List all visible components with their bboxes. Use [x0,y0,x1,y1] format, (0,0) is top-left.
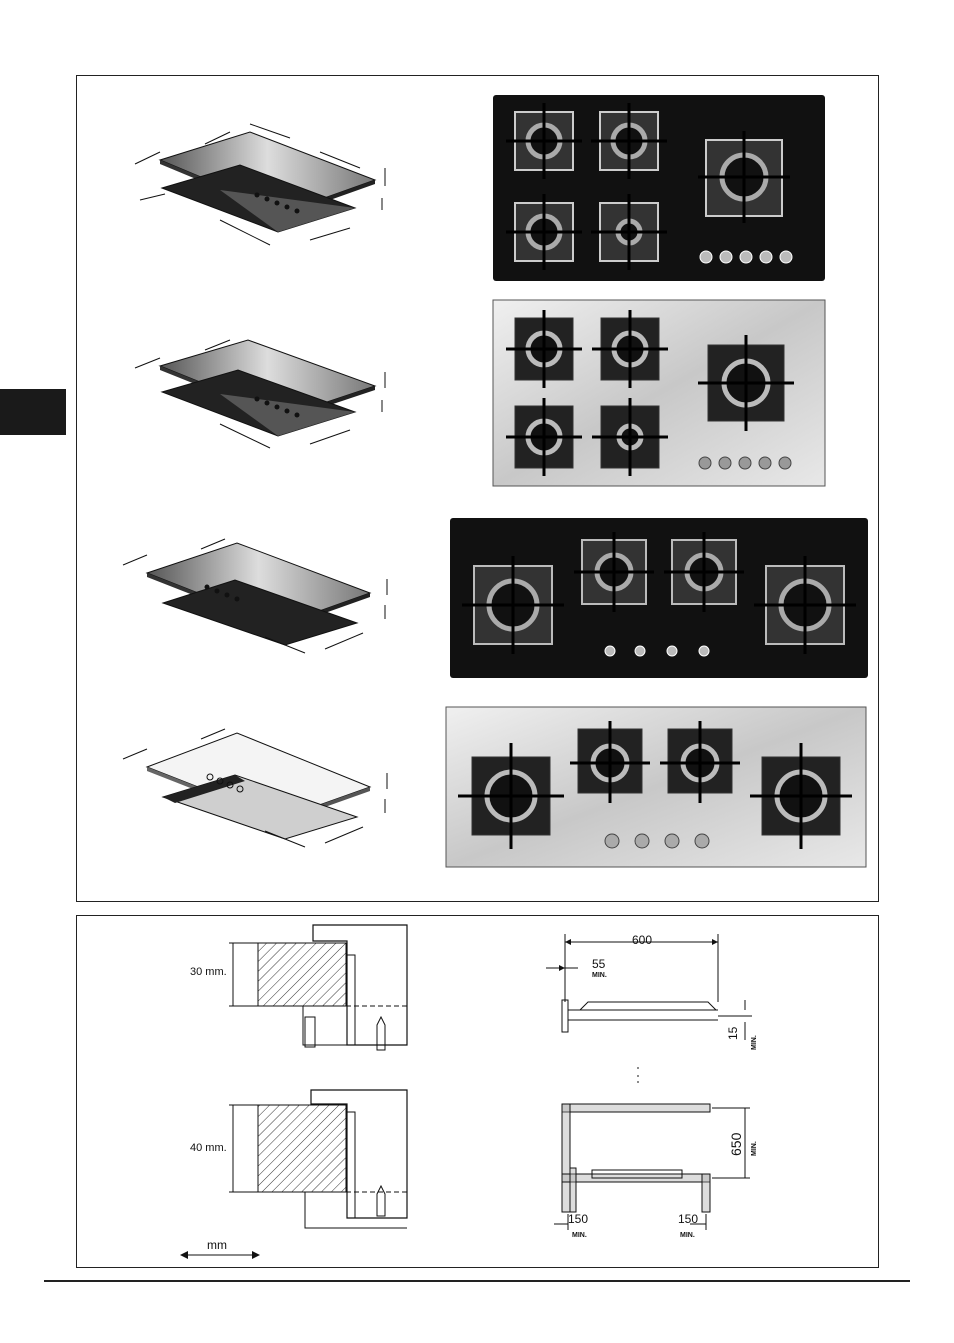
worktop-30mm-section [225,925,415,1075]
side-left-dimension: 150 [568,1212,589,1226]
hob-iso-diagram-1 [120,120,400,260]
hob-photo-2-stainless-5-burner [493,300,825,486]
hob-iso-diagram-3 [115,525,405,665]
worktop-40mm-label: 40 mm. [190,1142,227,1154]
above-dimension: 650 [728,1132,744,1156]
clearance-diagram [540,930,770,1250]
footer-rule [44,1280,910,1282]
edge-min-label: MIN. [592,972,607,979]
hob-iso-diagram-4 [115,715,405,860]
below-dimension: 15 [726,1026,740,1040]
hob-iso-diagram-2 [120,330,400,460]
side-right-min-label: MIN. [680,1232,695,1239]
worktop-30mm-label: 30 mm. [190,966,227,978]
worktop-40mm-section [225,1090,415,1240]
edge-dimension: 55 [592,957,606,971]
section-tab [0,389,66,435]
above-min-label: MIN. [751,1141,758,1156]
hob-photo-4-stainless-4-burner [446,707,866,867]
below-min-label: MIN. [751,1035,758,1050]
side-left-min-label: MIN. [572,1232,587,1239]
hob-photo-3-black-4-burner [450,518,868,678]
hob-photo-1-black-5-burner [493,95,825,281]
units-label: mm [207,1238,227,1252]
side-right-dimension: 150 [678,1212,699,1226]
depth-dimension: 600 [632,933,653,947]
